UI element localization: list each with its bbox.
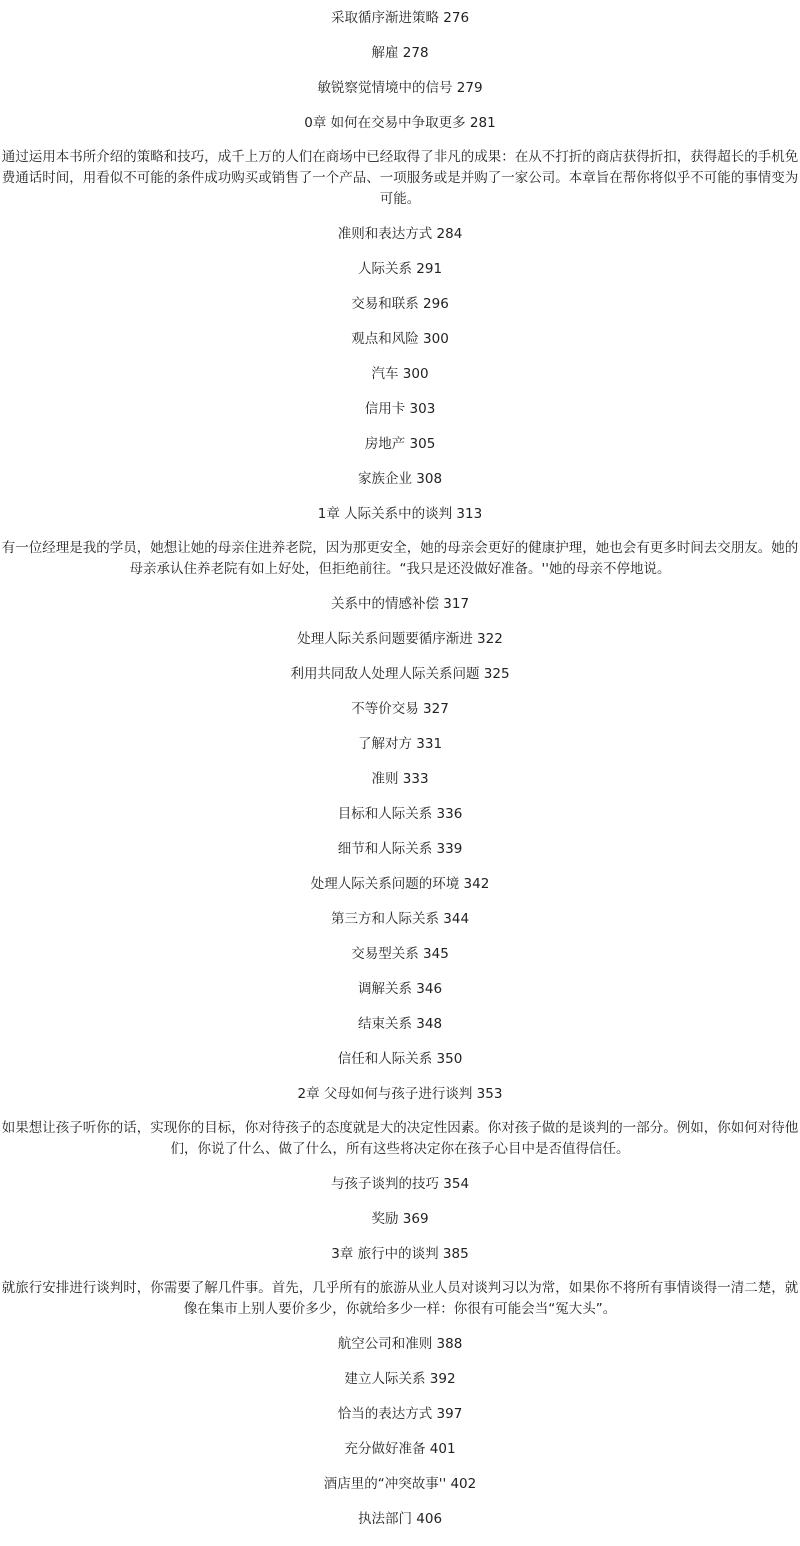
toc-entry: 调解关系 346 [357,981,443,997]
toc-entry: 准则和表达方式 284 [337,226,463,242]
toc-entry: 航空公司和准则 388 [337,1336,463,1352]
toc-entry: 汽车 300 [371,366,429,382]
toc-entry: 细节和人际关系 339 [337,841,463,857]
toc-entry: 恰当的表达方式 397 [337,1406,463,1422]
toc-entry: 观点和风险 300 [351,331,449,347]
toc-entry: 建立人际关系 392 [344,1371,456,1387]
toc-entry: 准则 333 [371,771,429,787]
toc-entry: 利用共同敌人处理人际关系问题 325 [290,666,510,682]
chapter-summary: 就旅行安排进行谈判时，你需要了解几件事。首先，几乎所有的旅游从业人员对谈判习以为常，如果你不将所有事情谈得一清二楚，就像在集市上别人要价多少，你就给多少一样：你很有可能会当“冤大头”。 [1,1280,799,1317]
toc-entry: 敏锐察觉情境中的信号 279 [317,80,483,96]
toc-entry: 处理人际关系问题的环境 342 [310,876,490,892]
toc-entry: 2章 父母如何与孩子进行谈判 353 [297,1086,503,1102]
toc-entry: 0章 如何在交易中争取更多 281 [304,115,496,131]
toc-entry: 处理人际关系问题要循序渐进 322 [297,631,503,647]
toc-entry: 人际关系 291 [357,261,443,277]
toc-entry: 不等价交易 327 [351,701,449,717]
toc-entry: 采取循序渐进策略 276 [330,10,470,26]
toc-entry: 家族企业 308 [357,471,443,487]
toc-entry: 解雇 278 [371,45,429,61]
toc-entry: 交易型关系 345 [351,946,449,962]
toc-entry: 3章 旅行中的谈判 385 [331,1246,469,1262]
toc-entry: 信任和人际关系 350 [337,1051,463,1067]
toc-entry: 关系中的情感补偿 317 [330,596,470,612]
toc-entry: 奖励 369 [371,1211,429,1227]
toc-entry: 信用卡 303 [364,401,436,417]
toc-entry: 了解对方 331 [357,736,443,752]
toc-entry: 交易和联系 296 [351,296,449,312]
toc-entry: 第三方和人际关系 344 [330,911,470,927]
toc-entry: 充分做好准备 401 [344,1441,456,1457]
toc-entry: 酒店里的“冲突故事'' 402 [323,1476,477,1492]
chapter-summary: 有一位经理是我的学员，她想让她的母亲住进养老院，因为那更安全，她的母亲会更好的健康护理，她也会有更多时间去交朋友。她的母亲承认住养老院有如上好处，但拒绝前往。“我只是还没做好准备。''她的母亲不停地说。 [1,540,799,577]
toc-entry: 1章 人际关系中的谈判 313 [317,506,483,522]
toc-entry: 房地产 305 [364,436,436,452]
toc-entry: 与孩子谈判的技巧 354 [330,1176,470,1192]
chapter-summary: 通过运用本书所介绍的策略和技巧，成千上万的人们在商场中已经取得了非凡的成果：在从不打折的商店获得折扣，获得超长的手机免费通话时间，用看似不可能的条件成功购买或销售了一个产品、一项服务或是并购了一家公司。本章旨在帮你将似乎不可能的事情变为可能。 [1,149,799,207]
toc-entry: 执法部门 406 [357,1511,443,1527]
toc-entry: 目标和人际关系 336 [337,806,463,822]
chapter-summary: 如果想让孩子听你的话，实现你的目标，你对待孩子的态度就是大的决定性因素。你对孩子做的是谈判的一部分。例如，你如何对待他们，你说了什么、做了什么，所有这些将决定你在孩子心目中是否值得信任。 [1,1120,799,1157]
toc-entry: 结束关系 348 [357,1016,443,1032]
